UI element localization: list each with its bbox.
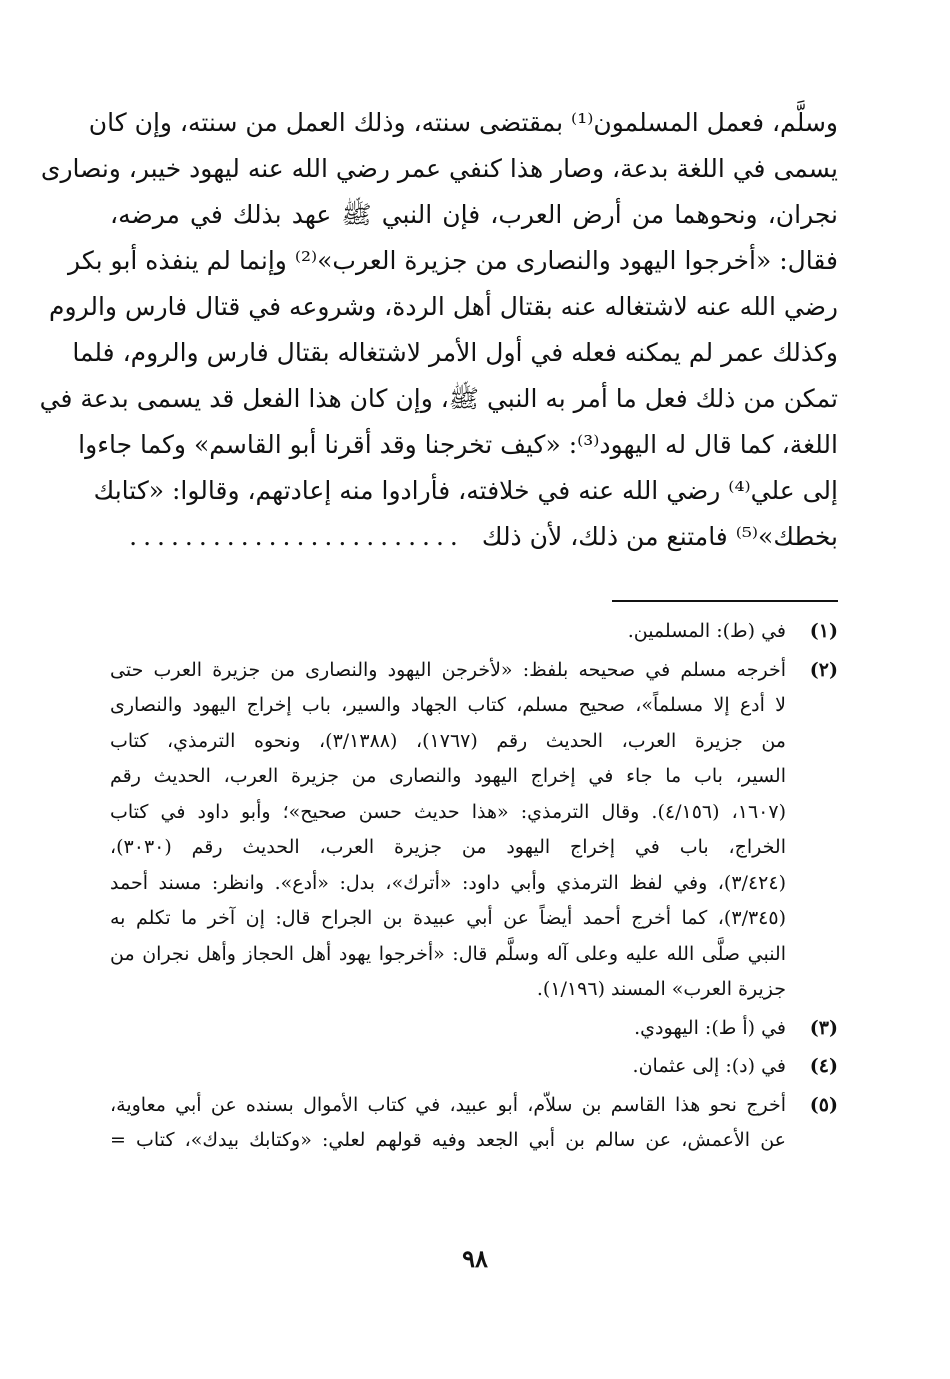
footnote-divider: [612, 600, 838, 602]
footnote-3: [110, 1011, 838, 1047]
main-line-8: اللغة، كما قال له اليهود⁽³⁾: «كيف تخرجنا وقد أقرنا أبو القاسم» وكما جاءوا: [78, 430, 838, 459]
footnote-line: في (ط): المسلمين.: [627, 620, 786, 642]
footnote-line: عن الأعمش، عن سالم بن أبي الجعد وفيه قولهم لعلي: «وكتابك بيدك»، كتاب =: [110, 1129, 786, 1151]
footnote-body: [110, 653, 786, 1008]
footnote-number: (١): [809, 620, 838, 642]
footnote-line: النبي صلَّى الله عليه وعلى آله وسلَّم قال: «أخرجوا يهود أهل الحجاز وأهل نجران من: [110, 942, 786, 965]
footnote-body: [110, 1011, 786, 1047]
main-line-9: إلى علي⁽⁴⁾ رضي الله عنه في خلافته، فأرادوا منه إعادتهم، وقالوا: «كتابك: [93, 476, 838, 505]
main-line-6: وكذلك عمر لم يمكنه فعله في أول الأمر لاشتغاله بقتال فارس والروم، فلما: [72, 338, 838, 367]
continuation-dots: ........................: [129, 522, 464, 551]
footnote-5: [110, 1088, 838, 1159]
footnote-number: (٢): [809, 658, 838, 681]
footnote-line: الخراج، باب في إخراج اليهود من جزيرة العرب، الحديث رقم (٣٠٣٠)،: [110, 836, 786, 858]
main-line-10-text: بخطك»⁽⁵⁾ فامتنع من ذلك، لأن ذلك: [481, 522, 838, 551]
footnote-1: [110, 614, 838, 650]
footnote-body: [110, 1088, 786, 1159]
footnote-line: (٣/٤٢٤)، وفي لفظ الترمذي وأبي داود: «أترك»، بدل: «أدع». وانظر: مسند أحمد: [110, 871, 786, 894]
main-line-3: نجران، ونحوهما من أرض العرب، فإن النبي ﷺ عهد بذلك في مرضه،: [110, 200, 838, 229]
footnote-body: [110, 614, 786, 650]
footnote-line: أخرج نحو هذا القاسم بن سلاّم، أبو عبيد، في كتاب الأموال بسنده عن أبي معاوية،: [110, 1093, 786, 1116]
main-text-block: [39, 100, 838, 560]
page-number: ٩٨: [462, 1244, 488, 1273]
footnote-line: من جزيرة العرب، الحديث رقم (١٧٦٧)، (٣/١٣٨٨)، ونحوه الترمذي، كتاب: [110, 729, 786, 752]
footnote-2: [110, 653, 838, 1008]
main-line-10: [110, 514, 838, 560]
footnote-line: جزيرة العرب» المسند (١/١٩٦).: [536, 978, 786, 1000]
footnote-line: أخرجه مسلم في صحيحه بلفظ: «لأخرجن اليهود والنصارى من جزيرة العرب حتى: [110, 658, 786, 681]
footnotes-section: [110, 614, 838, 1162]
footnote-number: (٣): [809, 1016, 838, 1039]
footnote-line: لا أدع إلا مسلماً»، صحيح مسلم، كتاب الجهاد والسير، باب إخراج اليهود والنصارى: [110, 694, 786, 716]
footnote-number: (٥): [809, 1093, 838, 1116]
footnote-line: في (أ ط): اليهودي.: [634, 1016, 786, 1039]
footnote-4: [110, 1049, 838, 1085]
main-line-2: يسمى في اللغة بدعة، وصار هذا كنفي عمر رضي الله عنه ليهود خيبر، ونصارى: [40, 154, 838, 183]
main-line-5: رضي الله عنه لاشتغاله عنه بقتال أهل الردة، وشروعه في قتال فارس والروم: [49, 292, 838, 321]
footnote-line: (٣/٣٤٥)، كما أخرج أحمد أيضاً عن أبي عبيدة بن الجراح قال: إن آخر ما تكلم به: [110, 907, 787, 929]
footnote-number: (٤): [809, 1055, 838, 1077]
footnote-line: في (د): إلى عثمان.: [632, 1055, 786, 1077]
footnote-line: (١٦٠٧، (٤/١٥٦). وقال الترمذي: «هذا حديث حسن صحيح»؛ وأبو داود في كتاب: [110, 800, 786, 823]
footnote-body: [110, 1049, 786, 1085]
footnote-line: السير، باب ما جاء في إخراج اليهود والنصارى من جزيرة العرب، الحديث رقم: [110, 765, 786, 787]
main-line-1: وسلَّم، فعمل المسلمون⁽¹⁾ بمقتضى سنته، وذلك العمل من سنته، وإن كان: [88, 108, 838, 137]
main-line-7: تمكن من ذلك فعل ما أمر به النبي ﷺ، وإن كان هذا الفعل قد يسمى بدعة في: [39, 384, 838, 413]
main-line-4: فقال: «أخرجوا اليهود والنصارى من جزيرة العرب»⁽²⁾ وإنما لم ينفذه أبو بكر: [68, 246, 838, 275]
